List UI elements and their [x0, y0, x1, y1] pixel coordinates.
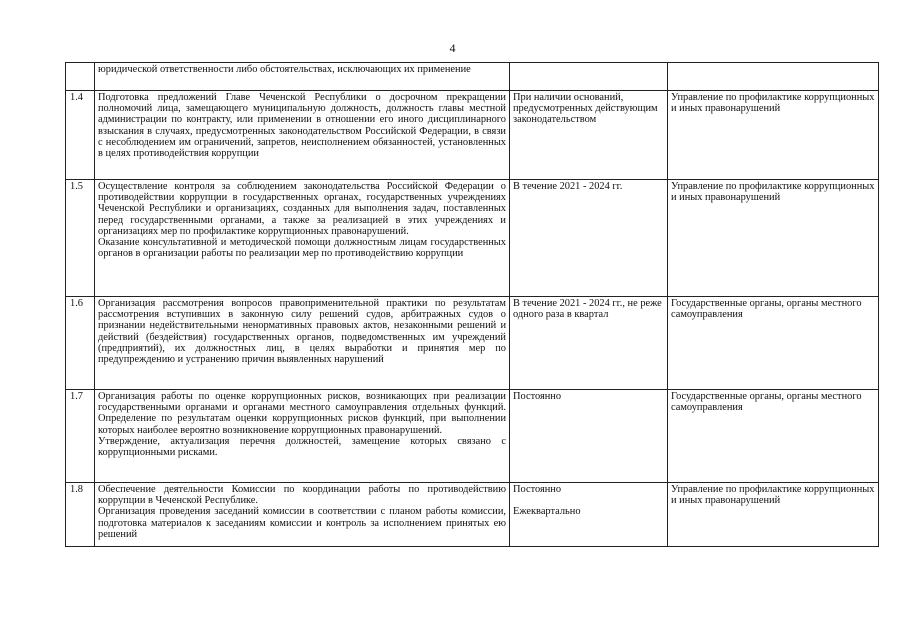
item-number: [66, 63, 95, 91]
responsible-party: Государственные органы, органы местного самоуправления: [668, 390, 879, 483]
term-text: В течение 2021 - 2024 гг.: [513, 181, 623, 192]
measure-description: [95, 483, 510, 547]
measure-paragraph: Организация рассмотрения вопросов правоприменительной практики по результатам рассмотрения вступивших в законную силу решений судов, арбитражных судов о признании недействительными ненормативных правовых актов, незаконными решений и действий (бездействия) государственных органов, подведомственных им учреждений (предприятий), их должностных лиц, в целях выработки и принятия мер по предупреждению и устранению причин выявленных нарушений: [98, 298, 506, 366]
execution-term: [510, 297, 668, 390]
term-text: Постоянно: [513, 484, 562, 495]
table-row: [66, 180, 879, 297]
table-row: [66, 91, 879, 180]
term-text: При наличии оснований, предусмотренных действующим законодательством: [513, 92, 658, 126]
responsible-party: Управление по профилактике коррупционных и иных правонарушений: [668, 483, 879, 547]
measure-paragraph: Организация работы по оценке коррупционных рисков, возникающих при реализации государственными органами и органами местного самоуправления отдельных функций. Определение по результатам оценки коррупционных рисков функций, при выполнении которых наиболее вероятно возникновение коррупционных правонарушений.: [98, 391, 506, 436]
measure-description: [95, 91, 510, 180]
measure-description: [95, 297, 510, 390]
responsible-party: Государственные органы, органы местного самоуправления: [668, 297, 879, 390]
measure-description: [95, 180, 510, 297]
term-text: Постоянно: [513, 391, 562, 402]
measure-paragraph: Утверждение, актуализация перечня должностей, замещение которых связано с коррупционными рисками.: [98, 435, 506, 459]
term-text: Ежеквартально: [513, 506, 581, 518]
measure-paragraph: Организация проведения заседаний комиссии в соответствии с планом работы комиссии, подготовка материалов к заседаниям комиссии и контроль за исполнением принятых ею решений: [98, 506, 506, 540]
item-number: 1.5: [66, 180, 95, 297]
table-row: [66, 390, 879, 483]
table-row: [66, 297, 879, 390]
measure-paragraph: Подготовка предложений Главе Чеченской Республики о досрочном прекращении полномочий лица, замещающего муниципальную должность, должность главы местной администрации по контракту, или применении в отношении его иного дисциплинарного взыскания в случаях, предусмотренных законодательством Российской Федерации, в связи с несоблюдением им ограничений, запретов, неисполнением обязанностей, установленных в целях противодействия коррупции: [98, 92, 506, 160]
measure-paragraph: Осуществление контроля за соблюдением законодательства Российской Федерации о противодействии коррупции в государственных органах, государственных учреждениях Чеченской Республики и организациях, созданных для выполнения задач, поставленных перед государственными органами, а также за реализацией в этих учреждениях и организациях мер по профилактике коррупционных правонарушений.: [98, 181, 506, 237]
table-row: [66, 483, 879, 547]
measure-paragraph: юридической ответственности либо обстоятельствах, исключающих их применение: [98, 64, 471, 75]
measure-paragraph: Обеспечение деятельности Комиссии по координации работы по противодействию коррупции в Чеченской Республике.: [98, 484, 506, 507]
item-number: 1.4: [66, 91, 95, 180]
responsible-party: Управление по профилактике коррупционных и иных правонарушений: [668, 91, 879, 180]
term-text: В течение 2021 - 2024 гг., не реже одного раза в квартал: [513, 298, 662, 321]
execution-term: [510, 180, 668, 297]
execution-term: [510, 390, 668, 483]
execution-term: [510, 483, 668, 547]
responsible-party: [668, 63, 879, 91]
execution-term: [510, 63, 668, 91]
measure-description: [95, 390, 510, 483]
item-number: 1.7: [66, 390, 95, 483]
item-number: 1.6: [66, 297, 95, 390]
page-number: 4: [449, 41, 456, 55]
responsible-party: Управление по профилактике коррупционных и иных правонарушений: [668, 180, 879, 297]
measure-description: [95, 63, 510, 91]
execution-term: [510, 91, 668, 180]
table-row: [66, 63, 879, 91]
measure-paragraph: Оказание консультативной и методической помощи должностным лицам государственных органов в организации работы по реализации мер по противодействию коррупции: [98, 237, 506, 260]
item-number: 1.8: [66, 483, 95, 547]
action-plan-table: [65, 62, 879, 547]
